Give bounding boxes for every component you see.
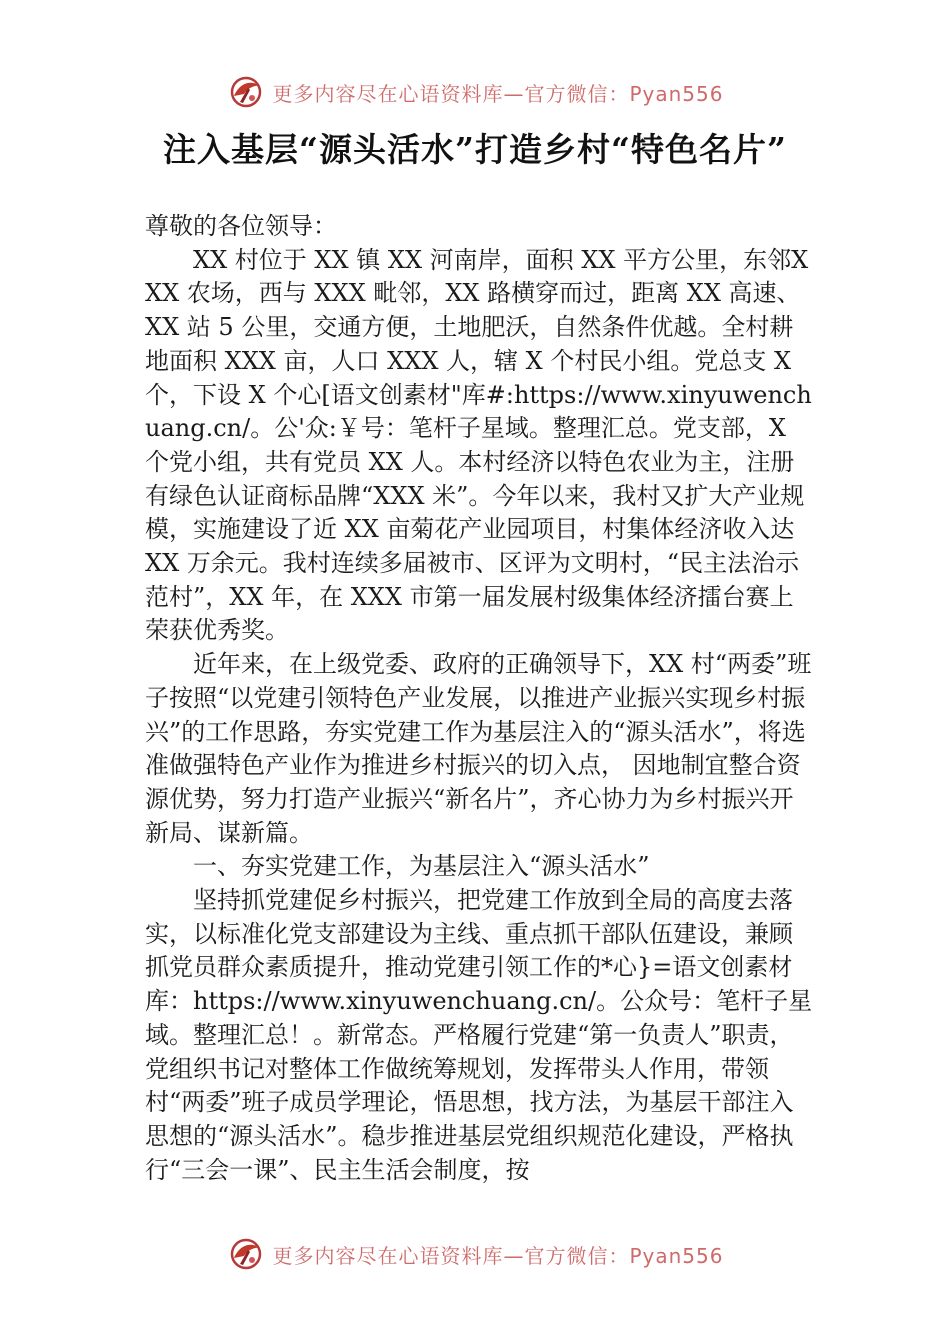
section-heading-1: 一、夯实党建工作，为基层注入“源头活水” <box>193 852 650 881</box>
footer-banner <box>0 1232 950 1276</box>
salutation: 尊敬的各位领导： <box>145 212 337 240</box>
paragraph-overview: 近年来，在上级党委、政府的正确领导下，XX 村“两委”班子按照“以党建引领特色产业发展，以推进产业振兴实现乡村振兴”的工作思路，夯实党建工作为基层注入的“源头活水”，将选准做强特色产业作为推进乡村振兴的切入点， 因地制宜整合资源优势，努力打造产业振兴“新名片”，齐心协力为乡村振兴开新局、谋新篇。 <box>145 650 812 847</box>
paragraph-intro: XX 村位于 XX 镇 XX 河南岸，面积 XX 平方公里，东邻XXX 农场，西与 XXX 毗邻，XX 路横穿而过，距离 XX 高速、XX 站 5 公里，交通方便，土地肥沃，自然条件优越。全村耕地面积 XXX 亩，人口 XXX 人，辖 X 个村民小组。党总支 X 个，下设 X 个心[语文创素材"库#:https://www.xinyuwenchuang.cn/。公'众:￥号：笔杆子星域。整理汇总。党支部，X 个党小组，共有党员 XX 人。本村经济以特色农业为主，注册有绿色认证商标品牌“XXX 米”。今年以来，我村又扩大产业规模，实施建设了近 XX 亩菊花产业园项目，村集体经济收入达 XX 万余元。我村连续多届被市、区评为文明村，“民主法治示范村”，XX 年，在 XXX 市第一届发展村级集体经济擂台赛上荣获优秀奖。 <box>145 245 812 645</box>
document-title: 注入基层“源头活水”打造乡村“特色名片” <box>163 130 787 169</box>
logo-icon <box>226 72 266 112</box>
document-body <box>145 210 813 1187</box>
logo-icon <box>226 1234 266 1274</box>
banner-text: 更多内容尽在心语资料库—官方微信：Pyan556 <box>272 1243 724 1268</box>
header-banner <box>0 70 950 114</box>
banner-text: 更多内容尽在心语资料库—官方微信：Pyan556 <box>272 81 724 106</box>
paragraph-section-1: 坚持抓党建促乡村振兴，把党建工作放到全局的高度去落实，以标准化党支部建设为主线、重点抓干部队伍建设，兼顾抓党员群众素质提升，推动党建引领工作的*心}=语文创素材库：https://www.xinyuwenchuang.cn/。公众号：笔杆子星域。整理汇总！。新常态。严格履行党建“第一负责人”职责，党组织书记对整体工作做统筹规划，发挥带头人作用，带领村“两委”班子成员学理论，悟思想，找方法，为基层干部注入思想的“源头活水”。稳步推进基层党组织规范化建设，严格执行“三会一课”、民主生活会制度，按 <box>145 886 813 1184</box>
